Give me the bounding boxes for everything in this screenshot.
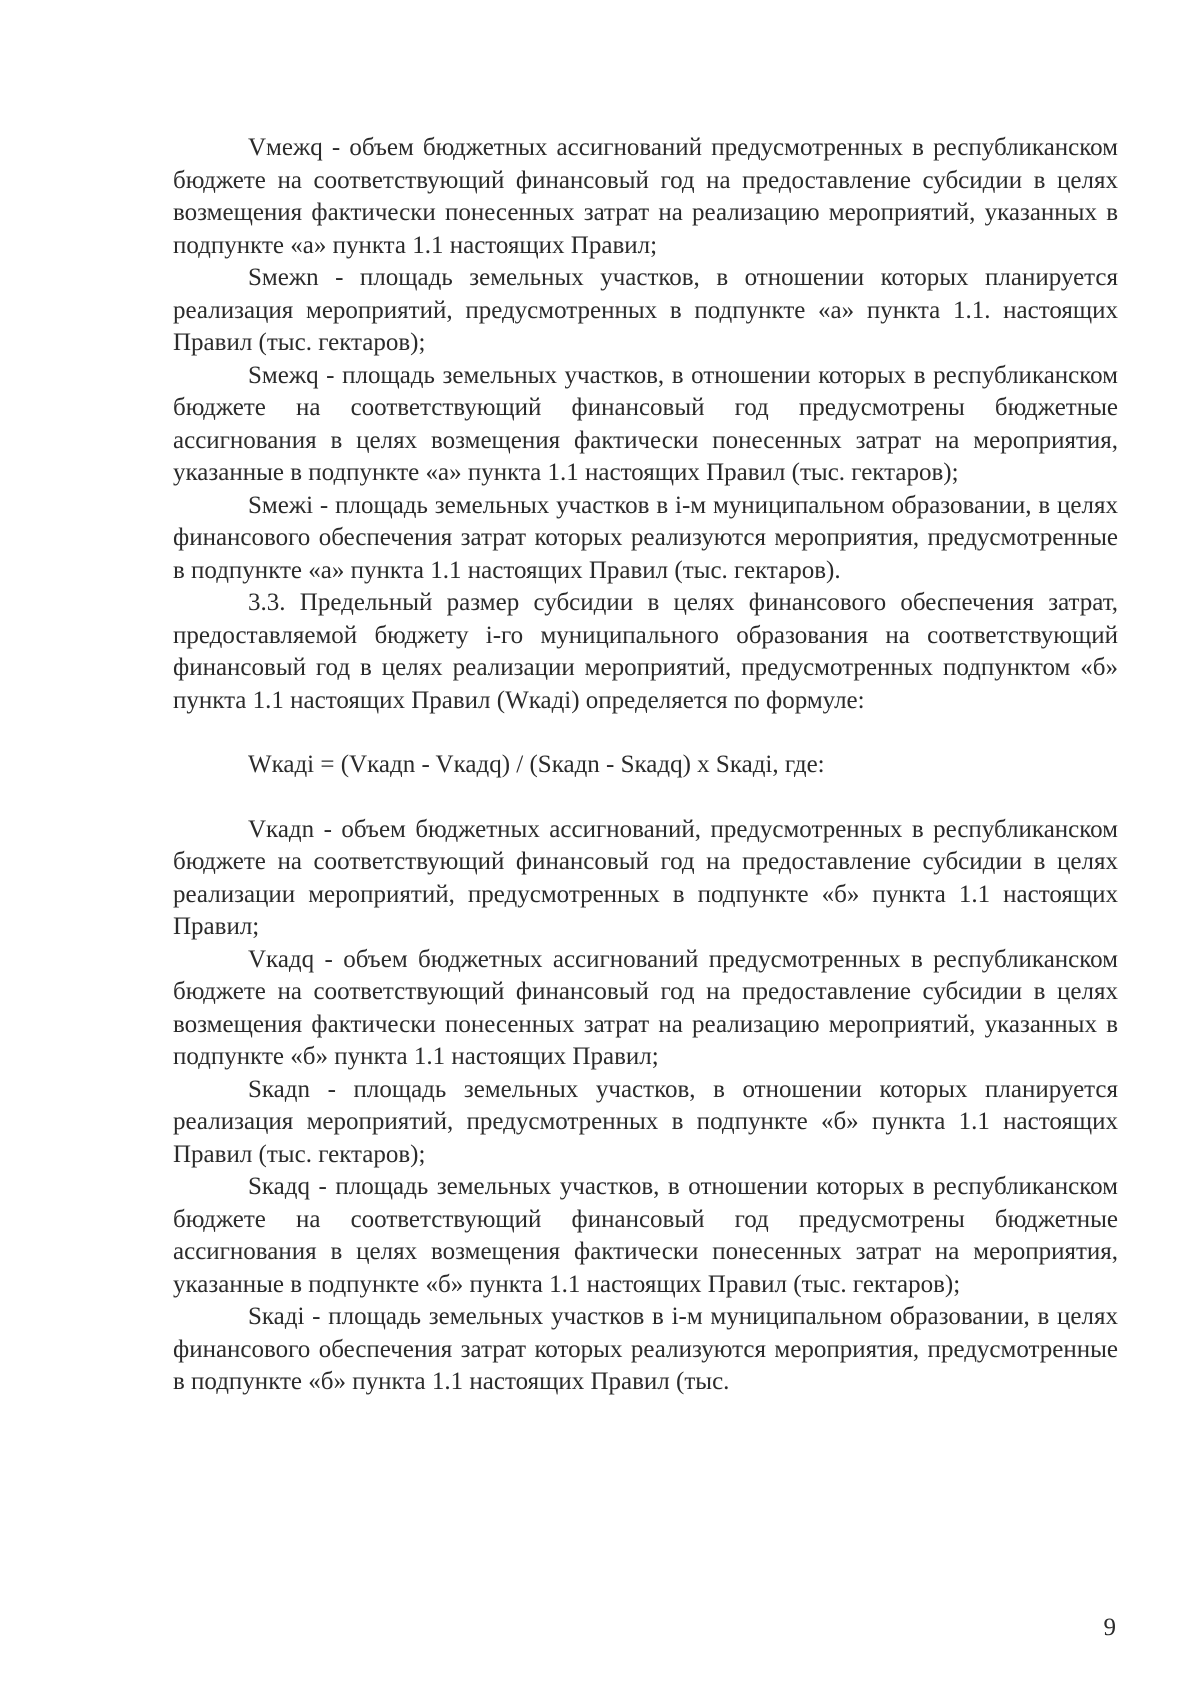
formula-w-kad-i: Wкадi = (Vкадn - Vкадq) / (Sкадn - Sкадq) x Sкадi, где: (248, 751, 825, 778)
paragraph-v-kad-n: Vкадn - объем бюджетных ассигнований, предусмотренных в республиканском бюджете на соответствующий финансовый год на предоставление субсидии в целях реализации мероприятий, предусмотренных в подпункте «б» пункта 1.1 настоящих Правил; (173, 815, 1118, 940)
body-text (173, 132, 1118, 1399)
page-number: 9 (1103, 1614, 1116, 1641)
paragraph-s-mezh-n: Sмежn - площадь земельных участков, в отношении которых планируется реализация мероприятий, предусмотренных в подпункте «а» пункта 1.1. настоящих Правил (тыс. гектаров); (173, 264, 1118, 356)
paragraph-s-mezh-i: Sмежi - площадь земельных участков в i-м муниципальном образовании, в целях финансового обеспечения затрат которых реализуются мероприятия, предусмотренные в подпункте «а» пункта 1.1 настоящих Правил (тыс. гектаров). (173, 491, 1118, 584)
paragraph-s-kad-n: Sкадn - площадь земельных участков, в отношении которых планируется реализация мероприятий, предусмотренных в подпункте «б» пункта 1.1 настоящих Правил (тыс. гектаров); (173, 1075, 1118, 1168)
paragraph-s-kad-q: Sкадq - площадь земельных участков, в отношении которых в республиканском бюджете на соответствующий финансовый год предусмотрены бюджетные ассигнования в целях возмещения фактически понесенных затрат на мероприятия, указанные в подпункте «б» пункта 1.1 настоящих Правил (тыс. гектаров); (173, 1173, 1118, 1298)
paragraph-v-kad-q: Vкадq - объем бюджетных ассигнований предусмотренных в республиканском бюджете на соответствующий финансовый год на предоставление субсидии в целях возмещения фактически понесенных затрат на реализацию мероприятий, указанных в подпункте «б» пункта 1.1 настоящих Правил; (173, 945, 1118, 1070)
paragraph-s-kad-i: Sкадi - площадь земельных участков в i-м муниципальном образовании, в целях финансового обеспечения затрат которых реализуются мероприятия, предусмотренные в подпункте «б» пункта 1.1 настоящих Правил (тыс. (173, 1303, 1118, 1395)
paragraph-section-3-3: 3.3. Предельный размер субсидии в целях финансового обеспечения затрат, предоставляемой бюджету i-го муниципального образования на соответствующий финансовый год в целях реализации мероприятий, предусмотренных подпунктом «б» пункта 1.1 настоящих Правил (Wкадi) определяется по формуле: (173, 589, 1118, 714)
paragraph-v-mezh-q: Vмежq - объем бюджетных ассигнований предусмотренных в республиканском бюджете на соответствующий финансовый год на предоставление субсидии в целях возмещения фактически понесенных затрат на реализацию мероприятий, указанных в подпункте «а» пункта 1.1 настоящих Правил; (173, 134, 1118, 259)
paragraph-s-mezh-q: Sмежq - площадь земельных участков, в отношении которых в республиканском бюджете на соответствующий финансовый год предусмотрены бюджетные ассигнования в целях возмещения фактически понесенных затрат на мероприятия, указанные в подпункте «а» пункта 1.1 настоящих Правил (тыс. гектаров); (173, 361, 1118, 486)
